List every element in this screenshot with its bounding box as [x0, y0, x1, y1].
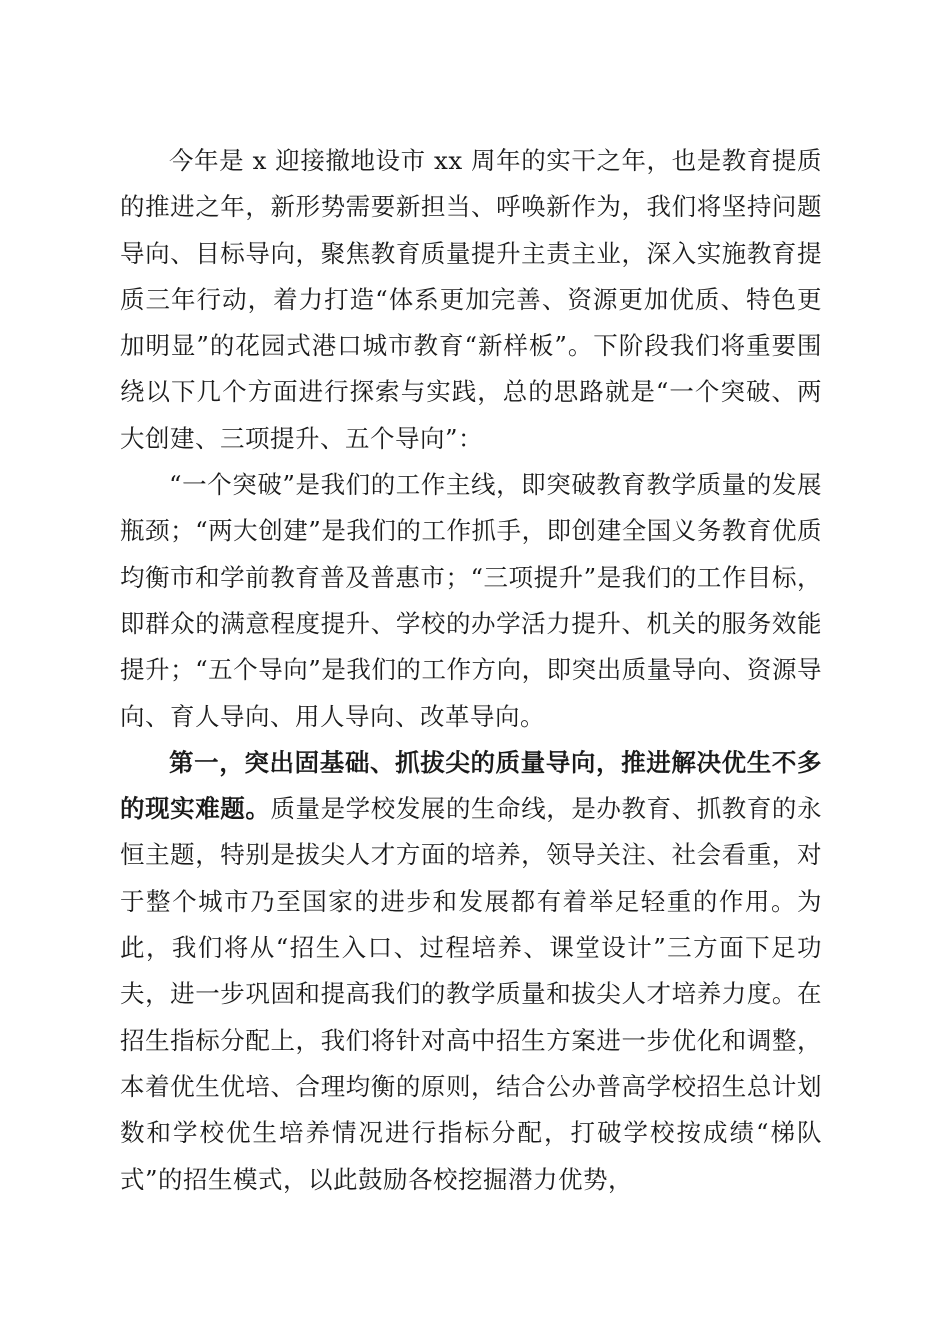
- paragraph-first-point: [120, 740, 822, 1203]
- document-body: [120, 138, 822, 1203]
- paragraph-text: 质量是学校发展的生命线，是办教育、抓教育的永恒主题，特别是拔尖人才方面的培养，领导关注、社会看重，对于整个城市乃至国家的进步和发展都有着举足轻重的作用。为此，我们将从“招生入口、过程培养、课堂设计”三方面下足功夫，进一步巩固和提高我们的教学质量和拔尖人才培养力度。在招生指标分配上，我们将针对高中招生方案进一步优化和调整，本着优生优培、合理均衡的原则，结合公办普高学校招生总计划数和学校优生培养情况进行指标分配，打破学校按成绩“梯队式”的招生模式，以此鼓励各校挖掘潜力优势，: [120, 794, 823, 1194]
- paragraph-lead: 第一，突出固基础、抓拔尖的质量导向，推进解决优生不多的现实难题。: [120, 747, 822, 824]
- paragraph-framework: [120, 462, 822, 740]
- paragraph-intro: [120, 138, 822, 462]
- paragraph-text: “一个突破”是我们的工作主线，即突破教育教学质量的发展瓶颈；“两大创建”是我们的工作抓手，即创建全国义务教育优质均衡市和学前教育普及普惠市；“三项提升”是我们的工作目标，即群众的满意程度提升、学校的办学活力提升、机关的服务效能提升；“五个导向”是我们的工作方向，即突出质量导向、资源导向、育人导向、用人导向、改革导向。: [120, 470, 822, 731]
- paragraph-text: 今年是 x 迎接撤地设市 xx 周年的实干之年，也是教育提质的推进之年，新形势需要新担当、呼唤新作为，我们将坚持问题导向、目标导向，聚焦教育质量提升主责主业，深入实施教育提质三年行动，着力打造“体系更加完善、资源更加优质、特色更加明显”的花园式港口城市教育“新样板”。下阶段我们将重要围绕以下几个方面进行探索与实践，总的思路就是“一个突破、两大创建、三项提升、五个导向”：: [120, 146, 822, 453]
